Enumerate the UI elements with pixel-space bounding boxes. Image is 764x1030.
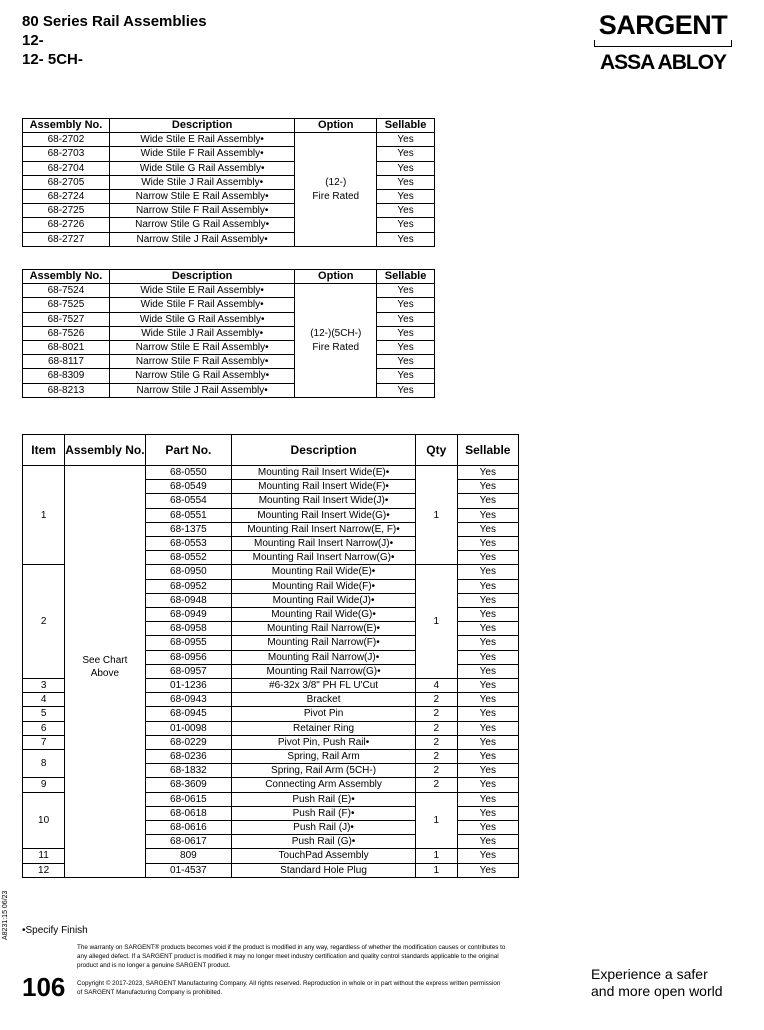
- description: Narrow Stile E Rail Assembly•: [109, 341, 295, 355]
- sellable: Yes: [377, 369, 435, 383]
- option-line: (12-): [325, 177, 347, 189]
- part-number: 68-0551: [145, 508, 232, 522]
- part-number: 68-0553: [145, 537, 232, 551]
- assembly-number: 68-7526: [23, 326, 110, 340]
- quantity: 1: [415, 792, 457, 849]
- column-header: Sellable: [457, 435, 518, 466]
- sellable: Yes: [377, 326, 435, 340]
- column-header: Item: [23, 435, 65, 466]
- description: Wide Stile E Rail Assembly•: [109, 133, 295, 147]
- title-line-2: 12-: [22, 32, 44, 49]
- part-description: Standard Hole Plug: [232, 863, 416, 877]
- item-number: 3: [23, 679, 65, 693]
- table-row: [23, 133, 435, 147]
- assembly-number: 68-8021: [23, 341, 110, 355]
- sellable: Yes: [377, 232, 435, 246]
- option-line: Fire Rated: [312, 190, 360, 202]
- assembly-table-12-5ch: [22, 269, 435, 398]
- item-number: 7: [23, 735, 65, 749]
- sellable: Yes: [377, 284, 435, 298]
- assembly-number: 68-8309: [23, 369, 110, 383]
- description: Wide Stile F Rail Assembly•: [109, 147, 295, 161]
- assembly-number: 68-2704: [23, 161, 110, 175]
- part-number: 68-0552: [145, 551, 232, 565]
- part-description: Mounting Rail Narrow(J)•: [232, 650, 416, 664]
- part-description: Spring, Rail Arm: [232, 750, 416, 764]
- column-header: Option: [295, 119, 377, 133]
- quantity: 2: [415, 721, 457, 735]
- column-header: Sellable: [377, 270, 435, 284]
- quantity: 2: [415, 778, 457, 792]
- sellable: Yes: [457, 778, 518, 792]
- part-description: Mounting Rail Insert Wide(E)•: [232, 466, 416, 480]
- sellable: Yes: [377, 312, 435, 326]
- part-number: 68-3609: [145, 778, 232, 792]
- specify-finish-note: •Specify Finish: [22, 925, 88, 936]
- part-description: Pivot Pin, Push Rail•: [232, 735, 416, 749]
- sellable: Yes: [457, 522, 518, 536]
- item-number: 4: [23, 693, 65, 707]
- sellable: Yes: [457, 537, 518, 551]
- part-number: 68-0615: [145, 792, 232, 806]
- sellable: Yes: [457, 679, 518, 693]
- assembly-number: 68-2725: [23, 204, 110, 218]
- logo-assa-abloy: ASSA ABLOY: [599, 51, 727, 74]
- assembly-number: 68-7524: [23, 284, 110, 298]
- assembly-number: 68-2705: [23, 175, 110, 189]
- quantity: 4: [415, 679, 457, 693]
- header-row: [23, 435, 519, 466]
- assembly-note-line: Above: [90, 668, 120, 680]
- part-description: Spring, Rail Arm (5CH-): [232, 764, 416, 778]
- sellable: Yes: [377, 147, 435, 161]
- sellable: Yes: [457, 764, 518, 778]
- description: Narrow Stile G Rail Assembly•: [109, 369, 295, 383]
- part-number: 68-0616: [145, 821, 232, 835]
- sellable: Yes: [457, 792, 518, 806]
- sellable: Yes: [457, 636, 518, 650]
- sellable: Yes: [377, 133, 435, 147]
- sellable: Yes: [377, 383, 435, 397]
- header-row: [23, 119, 435, 133]
- item-number: 8: [23, 750, 65, 778]
- part-description: Mounting Rail Wide(E)•: [232, 565, 416, 579]
- description: Narrow Stile G Rail Assembly•: [109, 218, 295, 232]
- logo-sargent: SARGENT: [598, 10, 728, 40]
- sellable: Yes: [457, 622, 518, 636]
- quantity: 2: [415, 735, 457, 749]
- column-header: Assembly No.: [23, 270, 110, 284]
- quantity: 2: [415, 750, 457, 764]
- assembly-number: 68-7527: [23, 312, 110, 326]
- part-description: #6-32x 3/8" PH FL U'Cut: [232, 679, 416, 693]
- document-code: A8231:15 06/23: [2, 890, 9, 940]
- assembly-table-12: [22, 118, 435, 247]
- part-description: Mounting Rail Wide(F)•: [232, 579, 416, 593]
- part-number: 68-0949: [145, 608, 232, 622]
- logo-rule: [594, 40, 732, 47]
- column-header: Assembly No.: [23, 119, 110, 133]
- option-cell: [295, 133, 377, 247]
- part-number: 68-0950: [145, 565, 232, 579]
- part-description: Connecting Arm Assembly: [232, 778, 416, 792]
- tagline-line-1: Experience a safer: [591, 966, 708, 982]
- part-description: Mounting Rail Wide(J)•: [232, 593, 416, 607]
- warranty-text: The warranty on SARGENT® products becomes void if the product is modified in any way, regardless of whether the modification causes or contributes to any alleged defect. If a SARGENT product is modified it may no longer meet industry certification and quality control standards applicable to the original product and is no longer a genuine SARGENT product.: [77, 944, 506, 969]
- part-number: 68-0957: [145, 664, 232, 678]
- assembly-number: 68-7525: [23, 298, 110, 312]
- title-line-3: 12- 5CH-: [22, 51, 83, 68]
- part-number: 01-1236: [145, 679, 232, 693]
- quantity: 1: [415, 565, 457, 679]
- description: Narrow Stile J Rail Assembly•: [109, 232, 295, 246]
- quantity: 2: [415, 707, 457, 721]
- part-number: 68-1832: [145, 764, 232, 778]
- part-description: Retainer Ring: [232, 721, 416, 735]
- part-number: 68-0554: [145, 494, 232, 508]
- part-number: 68-0617: [145, 835, 232, 849]
- sellable: Yes: [457, 608, 518, 622]
- sellable: Yes: [377, 175, 435, 189]
- item-number: 2: [23, 565, 65, 679]
- sellable: Yes: [457, 821, 518, 835]
- assembly-number: 68-2724: [23, 190, 110, 204]
- part-number: 68-0549: [145, 480, 232, 494]
- sellable: Yes: [377, 341, 435, 355]
- header-row: [23, 270, 435, 284]
- part-number: 01-0098: [145, 721, 232, 735]
- sellable: Yes: [457, 863, 518, 877]
- item-number: 1: [23, 466, 65, 565]
- part-number: 01-4537: [145, 863, 232, 877]
- part-number: 68-0550: [145, 466, 232, 480]
- part-description: Mounting Rail Narrow(E)•: [232, 622, 416, 636]
- assembly-number: 68-8213: [23, 383, 110, 397]
- assembly-note-line: See Chart: [82, 655, 128, 666]
- sellable: Yes: [457, 750, 518, 764]
- part-description: TouchPad Assembly: [232, 849, 416, 863]
- item-number: 11: [23, 849, 65, 863]
- description: Wide Stile J Rail Assembly•: [109, 175, 295, 189]
- part-description: Push Rail (F)•: [232, 806, 416, 820]
- description: Wide Stile J Rail Assembly•: [109, 326, 295, 340]
- column-header: Description: [109, 119, 295, 133]
- part-description: Mounting Rail Insert Wide(F)•: [232, 480, 416, 494]
- assembly-number-cell: [65, 466, 145, 878]
- sellable: Yes: [457, 593, 518, 607]
- sellable: Yes: [377, 190, 435, 204]
- option-line: (12-)(5CH-): [310, 328, 362, 340]
- sellable: Yes: [457, 466, 518, 480]
- sellable: Yes: [377, 161, 435, 175]
- sargent-assa-abloy-logo: [590, 10, 736, 76]
- description: Wide Stile F Rail Assembly•: [109, 298, 295, 312]
- sellable: Yes: [457, 650, 518, 664]
- quantity: 1: [415, 849, 457, 863]
- item-number: 12: [23, 863, 65, 877]
- title-line-1: 80 Series Rail Assemblies: [22, 13, 207, 30]
- description: Narrow Stile E Rail Assembly•: [109, 190, 295, 204]
- sellable: Yes: [457, 551, 518, 565]
- assembly-number: 68-8117: [23, 355, 110, 369]
- part-description: Push Rail (E)•: [232, 792, 416, 806]
- item-number: 10: [23, 792, 65, 849]
- part-description: Mounting Rail Narrow(G)•: [232, 664, 416, 678]
- column-header: Description: [109, 270, 295, 284]
- sellable: Yes: [377, 355, 435, 369]
- description: Wide Stile G Rail Assembly•: [109, 161, 295, 175]
- part-number: 68-0958: [145, 622, 232, 636]
- part-number: 68-0948: [145, 593, 232, 607]
- part-number: 68-0618: [145, 806, 232, 820]
- item-number: 5: [23, 707, 65, 721]
- part-number: 809: [145, 849, 232, 863]
- sellable: Yes: [457, 735, 518, 749]
- quantity: 1: [415, 863, 457, 877]
- description: Wide Stile G Rail Assembly•: [109, 312, 295, 326]
- page-number: 106: [22, 972, 66, 1002]
- copyright-text: Copyright © 2017-2023, SARGENT Manufacturing Company. All rights reserved. Reproduction in whole or in part without the express written permission of SARGENT Manufacturing Company is prohibited.: [77, 980, 501, 996]
- column-header: Qty: [415, 435, 457, 466]
- sellable: Yes: [457, 707, 518, 721]
- part-description: Mounting Rail Wide(G)•: [232, 608, 416, 622]
- part-description: Bracket: [232, 693, 416, 707]
- description: Wide Stile E Rail Assembly•: [109, 284, 295, 298]
- sellable: Yes: [457, 721, 518, 735]
- part-number: 68-0236: [145, 750, 232, 764]
- assembly-number: 68-2703: [23, 147, 110, 161]
- column-header: Sellable: [377, 119, 435, 133]
- description: Narrow Stile F Rail Assembly•: [109, 355, 295, 369]
- description: Narrow Stile J Rail Assembly•: [109, 383, 295, 397]
- table-row: [23, 466, 519, 480]
- part-number: 68-0956: [145, 650, 232, 664]
- column-header: Option: [295, 270, 377, 284]
- part-description: Mounting Rail Insert Wide(G)•: [232, 508, 416, 522]
- option-line: Fire Rated: [312, 341, 360, 353]
- column-header: Assembly No.: [65, 435, 145, 466]
- assembly-number: 68-2726: [23, 218, 110, 232]
- table-row: [23, 284, 435, 298]
- part-description: Pivot Pin: [232, 707, 416, 721]
- part-number: 68-0952: [145, 579, 232, 593]
- part-description: Push Rail (J)•: [232, 821, 416, 835]
- quantity: 1: [415, 466, 457, 565]
- sellable: Yes: [377, 298, 435, 312]
- tagline-line-2: and more open world: [591, 983, 723, 999]
- part-description: Mounting Rail Insert Narrow(J)•: [232, 537, 416, 551]
- assembly-number: 68-2727: [23, 232, 110, 246]
- item-number: 6: [23, 721, 65, 735]
- part-description: Push Rail (G)•: [232, 835, 416, 849]
- sellable: Yes: [457, 494, 518, 508]
- sellable: Yes: [457, 480, 518, 494]
- part-number: 68-0945: [145, 707, 232, 721]
- quantity: 2: [415, 693, 457, 707]
- assembly-number: 68-2702: [23, 133, 110, 147]
- sellable: Yes: [457, 579, 518, 593]
- item-number: 9: [23, 778, 65, 792]
- sellable: Yes: [457, 849, 518, 863]
- column-header: Description: [232, 435, 416, 466]
- sellable: Yes: [457, 664, 518, 678]
- option-cell: [295, 284, 377, 398]
- sellable: Yes: [457, 835, 518, 849]
- page-title: [22, 12, 207, 69]
- part-description: Mounting Rail Insert Wide(J)•: [232, 494, 416, 508]
- quantity: 2: [415, 764, 457, 778]
- sellable: Yes: [377, 218, 435, 232]
- part-description: Mounting Rail Insert Narrow(E, F)•: [232, 522, 416, 536]
- part-description: Mounting Rail Insert Narrow(G)•: [232, 551, 416, 565]
- description: Narrow Stile F Rail Assembly•: [109, 204, 295, 218]
- column-header: Part No.: [145, 435, 232, 466]
- part-number: 68-0955: [145, 636, 232, 650]
- sellable: Yes: [457, 508, 518, 522]
- sellable: Yes: [377, 204, 435, 218]
- part-description: Mounting Rail Narrow(F)•: [232, 636, 416, 650]
- tagline: [591, 966, 723, 1000]
- part-number: 68-0943: [145, 693, 232, 707]
- sellable: Yes: [457, 565, 518, 579]
- sellable: Yes: [457, 806, 518, 820]
- part-number: 68-1375: [145, 522, 232, 536]
- sellable: Yes: [457, 693, 518, 707]
- parts-table: [22, 434, 519, 878]
- part-number: 68-0229: [145, 735, 232, 749]
